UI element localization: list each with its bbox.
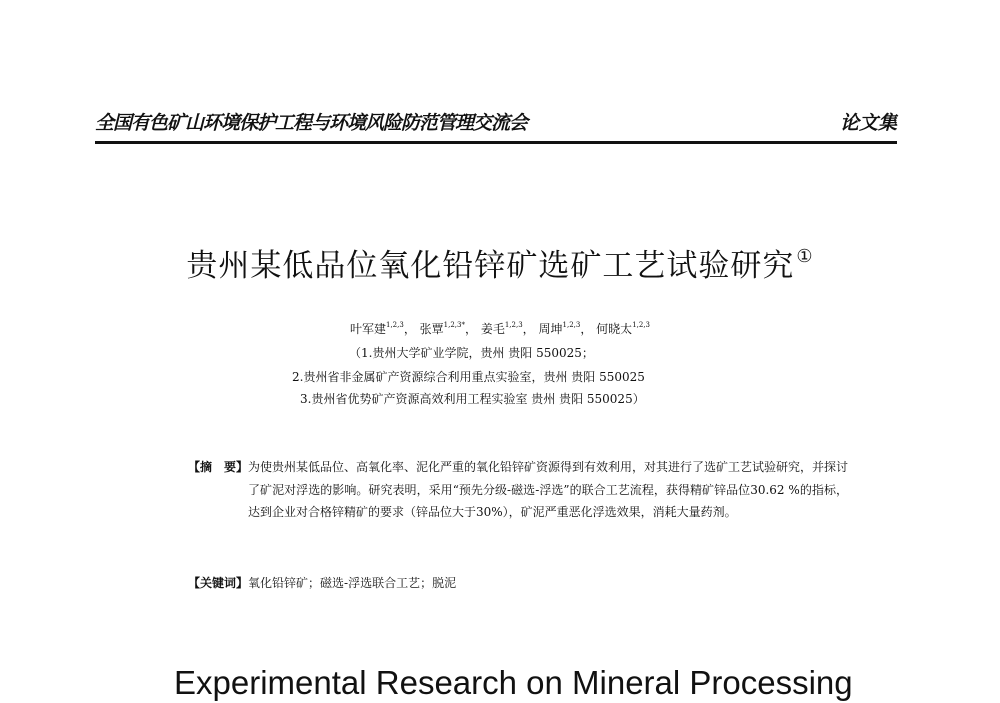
author: 何晓太$^{1,2,3}$ xyxy=(596,321,650,336)
running-header xyxy=(95,108,897,142)
author: 周坤$^{1,2,3}$， xyxy=(538,321,593,336)
english-title: Experimental Research on Mineral Processing xyxy=(174,664,853,701)
header-rule xyxy=(95,141,897,144)
collection-label: 论文集 xyxy=(839,112,897,134)
paper-title-text: 贵州某低品位氧化铅锌矿选矿工艺试验研究 xyxy=(186,248,795,284)
conference-name: 全国有色矿山环境保护工程与环境风险防范管理交流会 xyxy=(95,112,528,134)
affiliation-line: 2.贵州省非金属矿产资源综合利用重点实验室，贵州 贵阳 550025 xyxy=(292,370,645,384)
keywords-label: 【关键词】 xyxy=(188,576,249,590)
affiliation-line: 3.贵州省优势矿产资源高效利用工程实验室 贵州 贵阳 550025） xyxy=(300,392,645,406)
keywords-block xyxy=(188,574,848,591)
author: 姜毛$^{1,2,3}$， xyxy=(480,321,535,336)
affiliation-line: （1.贵州大学矿业学院，贵州 贵阳 550025； xyxy=(349,346,594,360)
paper-title xyxy=(0,240,1000,285)
abstract-label: 【摘 要】 xyxy=(188,460,249,474)
abstract-text: 为使贵州某低品位、高氧化率、泥化严重的氧化铅锌矿资源得到有效利用，对其进行了选矿工艺试验研究，并探讨了矿泥对浮选的影响。研究表明，采用“预先分级-磁选-浮选”的联合工艺流程，获得精矿锌品位30.62 %的指标，达到企业对合格锌精矿的要求（锌品位大于30%），矿泥严重恶化浮选效果，消耗大量药剂。 xyxy=(248,460,849,519)
title-footnote-mark: ① xyxy=(796,246,814,267)
author: 叶军建$^{1,2,3}$， xyxy=(349,321,416,336)
author: 张覃$^{1,2,3*}$， xyxy=(419,321,477,336)
author-list xyxy=(0,320,1000,337)
abstract-block xyxy=(188,456,848,524)
keywords-text: 氧化铅锌矿；磁选-浮选联合工艺；脱泥 xyxy=(248,576,457,590)
